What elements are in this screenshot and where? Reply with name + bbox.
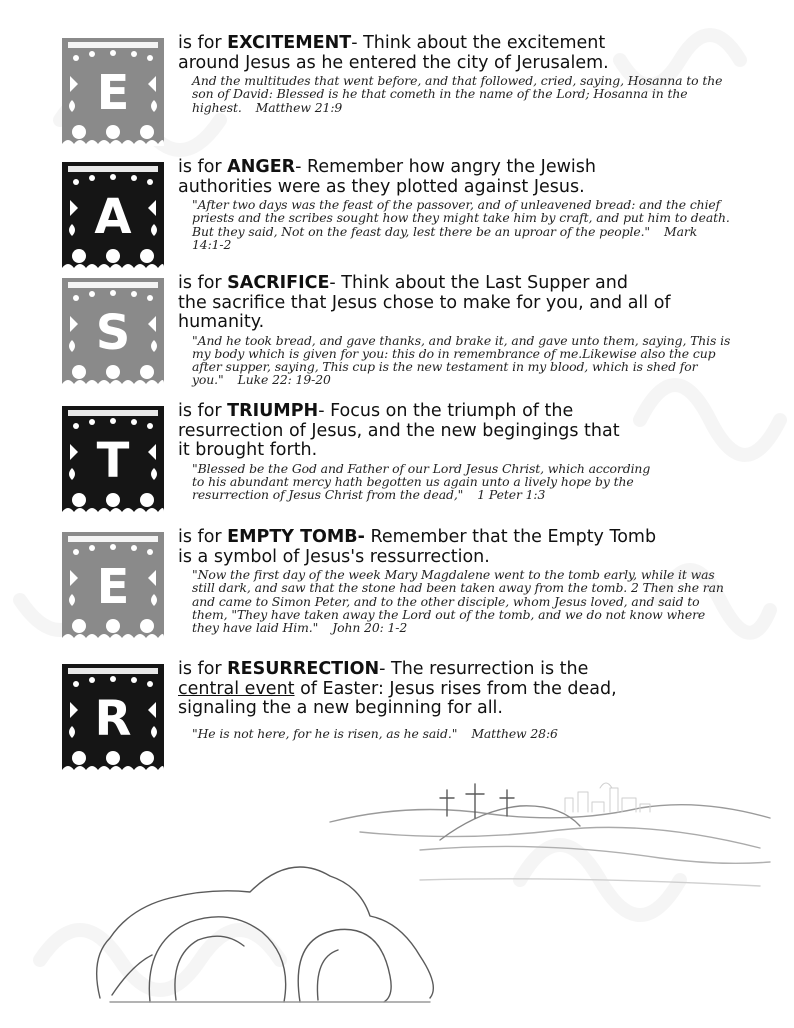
flag-e-graphic [62, 38, 164, 146]
entry-heading: is for RESURRECTION- The resurrection is the central event of Easter: Jesus rises from the dead, signaling the a new beginning for all. [178, 659, 617, 718]
flag-r-graphic [62, 664, 164, 772]
flag-e2-graphic [62, 532, 164, 640]
entry-verse: "He is not here, for he is risen, as he said." Matthew 28:6 [192, 725, 558, 741]
entry-heading: is for ANGER- Remember how angry the Jewish authorities were as they plotted against Jesus. [178, 157, 596, 197]
papel-picado-flag-r [62, 664, 164, 772]
flag-t-graphic [62, 406, 164, 514]
entry-verse: "After two days was the feast of the passover, and of unleavened bread: and the chief priests and the scribes sought how they might take him by craft, and put him to death. But they said, Not on the feast day, lest there be an uproar of the people." Mark 14:1-2 [192, 197, 730, 252]
entry-verse: And the multitudes that went before, and that followed, cried, saying, Hosanna to the son of David: Blessed is he that cometh in the name of the Lord; Hosanna in the highest. Matthew 21:9 [192, 73, 723, 115]
flag-letter: A [94, 189, 132, 245]
entry-verse: "Blessed be the God and Father of our Lord Jesus Christ, which according to his abundant mercy hath begotten us again unto a lively hope by the resurrection of Jesus Christ from the dead," 1 Peter 1:3 [192, 460, 651, 503]
entry-heading: is for SACRIFICE- Think about the Last Supper and the sacrifice that Jesus chose to make for you, and all of humanity. [178, 273, 671, 332]
papel-picado-flag-t [62, 406, 164, 514]
verse-reference: John 20: 1-2 [332, 620, 408, 636]
papel-picado-flag-e2 [62, 532, 164, 640]
papel-picado-flag-e [62, 38, 164, 146]
verse-reference: Mark 14:1-2 [192, 223, 698, 252]
verse-reference: Luke 22: 19-20 [237, 372, 331, 388]
central-event-underline: central event [178, 678, 295, 699]
flag-letter: T [96, 433, 130, 489]
flag-letter: E [96, 559, 130, 615]
flag-s-graphic [62, 278, 164, 386]
empty-tomb-scene-illustration [0, 770, 794, 1028]
verse-reference: Matthew 21:9 [255, 99, 343, 115]
verse-reference: Matthew 28:6 [471, 725, 558, 741]
papel-picado-flag-a [62, 162, 164, 270]
entry-heading: is for TRIUMPH- Focus on the triumph of the resurrection of Jesus, and the new begingings that it brought forth. [178, 401, 620, 460]
entry-verse: "And he took bread, and gave thanks, and brake it, and gave unto them, saying, This is my body which is given for you: this do in remembrance of me.Likewise also the cup after supper, saying, This cup is the new testament in my blood, which is shed for you." Luke 22: 19-20 [192, 332, 731, 388]
flag-letter: E [96, 65, 130, 121]
papel-picado-flag-s [62, 278, 164, 386]
entry-verse: "Now the first day of the week Mary Magdalene went to the tomb early, while it was still dark, and saw that the stone had been taken away from the tomb. 2 Then she ran and came to Simon Peter, and to the other disciple, whom Jesus loved, and said to them, "They have taken away the Lord out of the tomb, and we do not know where they have laid Him." John 20: 1-2 [192, 567, 724, 636]
flag-letter: S [95, 305, 131, 361]
flag-letter: R [94, 691, 132, 747]
entry-heading: is for EXCITEMENT- Think about the excitement around Jesus as he entered the city of Jerusalem. [178, 33, 609, 73]
entry-heading: is for EMPTY TOMB- Remember that the Empty Tomb is a symbol of Jesus's ressurrection. [178, 527, 657, 567]
flag-a-graphic [62, 162, 164, 270]
verse-reference: 1 Peter 1:3 [477, 487, 546, 503]
